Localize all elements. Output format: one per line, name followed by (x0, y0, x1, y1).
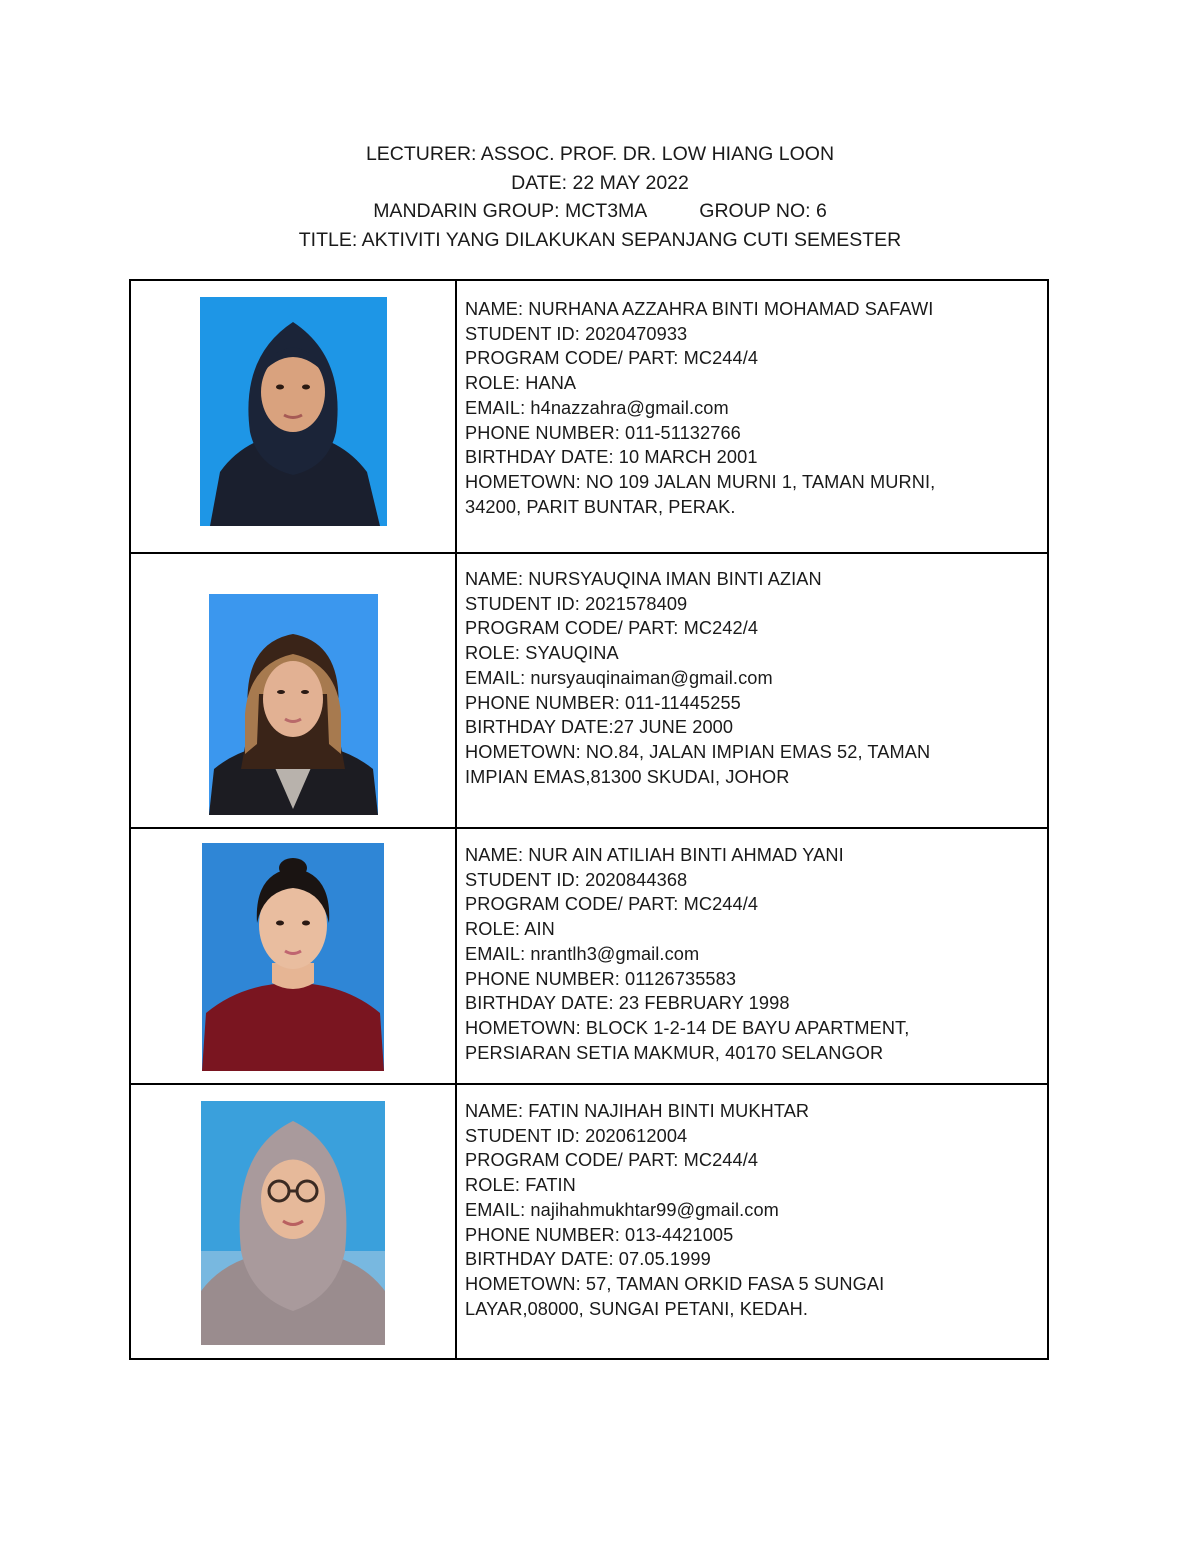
title-line: TITLE: AKTIVITI YANG DILAKUKAN SEPANJANG CUTI SEMESTER (298, 228, 902, 251)
member-row (131, 1083, 1047, 1358)
member-birthday: BIRTHDAY DATE: 23 FEBRUARY 1998 (465, 993, 790, 1014)
mandarin-group: MANDARIN GROUP: MCT3MA (373, 200, 648, 222)
member-hometown-line-2: LAYAR,08000, SUNGAI PETANI, KEDAH. (465, 1298, 809, 1319)
member-phone: PHONE NUMBER: 013-4421005 (465, 1224, 734, 1245)
member-info-2 (465, 567, 1029, 789)
member-hometown-line-2: 34200, PARIT BUNTAR, PERAK. (465, 496, 736, 517)
group-number: GROUP NO: 6 (699, 200, 827, 222)
member-student-id: STUDENT ID: 2020612004 (465, 1125, 688, 1146)
member-info-4 (465, 1099, 1029, 1321)
member-photo-2 (209, 594, 378, 815)
member-role: ROLE: SYAUQINA (465, 643, 619, 664)
member-birthday: BIRTHDAY DATE:27 JUNE 2000 (465, 717, 734, 738)
member-email: EMAIL: h4nazzahra@gmail.com (465, 397, 729, 418)
member-program: PROGRAM CODE/ PART: MC244/4 (465, 894, 759, 915)
date-line: DATE: 22 MAY 2022 (511, 171, 689, 194)
member-hometown-line-1: HOMETOWN: BLOCK 1-2-14 DE BAYU APARTMENT, (465, 1017, 910, 1038)
member-info-1 (465, 297, 1029, 519)
member-program: PROGRAM CODE/ PART: MC242/4 (465, 618, 759, 639)
member-info-3 (465, 843, 1029, 1065)
member-role: ROLE: HANA (465, 373, 577, 394)
member-name: NAME: FATIN NAJIHAH BINTI MUKHTAR (465, 1101, 810, 1121)
member-hometown-line-2: PERSIARAN SETIA MAKMUR, 40170 SELANGOR (465, 1042, 884, 1063)
member-role: ROLE: AIN (465, 919, 555, 940)
member-program: PROGRAM CODE/ PART: MC244/4 (465, 348, 759, 369)
member-student-id: STUDENT ID: 2020470933 (465, 323, 688, 344)
member-photo-1 (200, 297, 387, 526)
member-photo-4 (201, 1101, 385, 1345)
member-birthday: BIRTHDAY DATE: 07.05.1999 (465, 1249, 711, 1270)
member-role: ROLE: FATIN (465, 1175, 576, 1196)
member-hometown-line-1: HOMETOWN: 57, TAMAN ORKID FASA 5 SUNGAI (465, 1273, 885, 1294)
member-hometown-line-1: HOMETOWN: NO.84, JALAN IMPIAN EMAS 52, TAMAN (465, 741, 931, 762)
member-hometown-line-1: HOMETOWN: NO 109 JALAN MURNI 1, TAMAN MURNI, (465, 471, 936, 492)
member-student-id: STUDENT ID: 2020844368 (465, 869, 688, 890)
member-row (131, 827, 1047, 1083)
member-phone: PHONE NUMBER: 011-51132766 (465, 422, 741, 443)
member-name: NAME: NURSYAUQINA IMAN BINTI AZIAN (465, 569, 822, 589)
member-photo-3 (202, 843, 384, 1071)
member-phone: PHONE NUMBER: 01126735583 (465, 968, 737, 989)
member-phone: PHONE NUMBER: 011-11445255 (465, 692, 741, 713)
member-student-id: STUDENT ID: 2021578409 (465, 593, 688, 614)
document-header (0, 140, 1200, 254)
member-name: NAME: NURHANA AZZAHRA BINTI MOHAMAD SAFAWI (465, 299, 934, 319)
member-email: EMAIL: nursyauqinaiman@gmail.com (465, 667, 773, 688)
member-row (131, 552, 1047, 827)
member-email: EMAIL: nrantlh3@gmail.com (465, 943, 700, 964)
members-table (129, 279, 1049, 1360)
lecturer-line: LECTURER: ASSOC. PROF. DR. LOW HIANG LOON (365, 143, 835, 165)
member-row (131, 281, 1047, 552)
group-line (0, 197, 1200, 226)
member-name: NAME: NUR AIN ATILIAH BINTI AHMAD YANI (465, 845, 844, 865)
member-program: PROGRAM CODE/ PART: MC244/4 (465, 1150, 759, 1171)
member-email: EMAIL: najihahmukhtar99@gmail.com (465, 1199, 779, 1220)
member-hometown-line-2: IMPIAN EMAS,81300 SKUDAI, JOHOR (465, 766, 790, 787)
member-birthday: BIRTHDAY DATE: 10 MARCH 2001 (465, 447, 758, 468)
